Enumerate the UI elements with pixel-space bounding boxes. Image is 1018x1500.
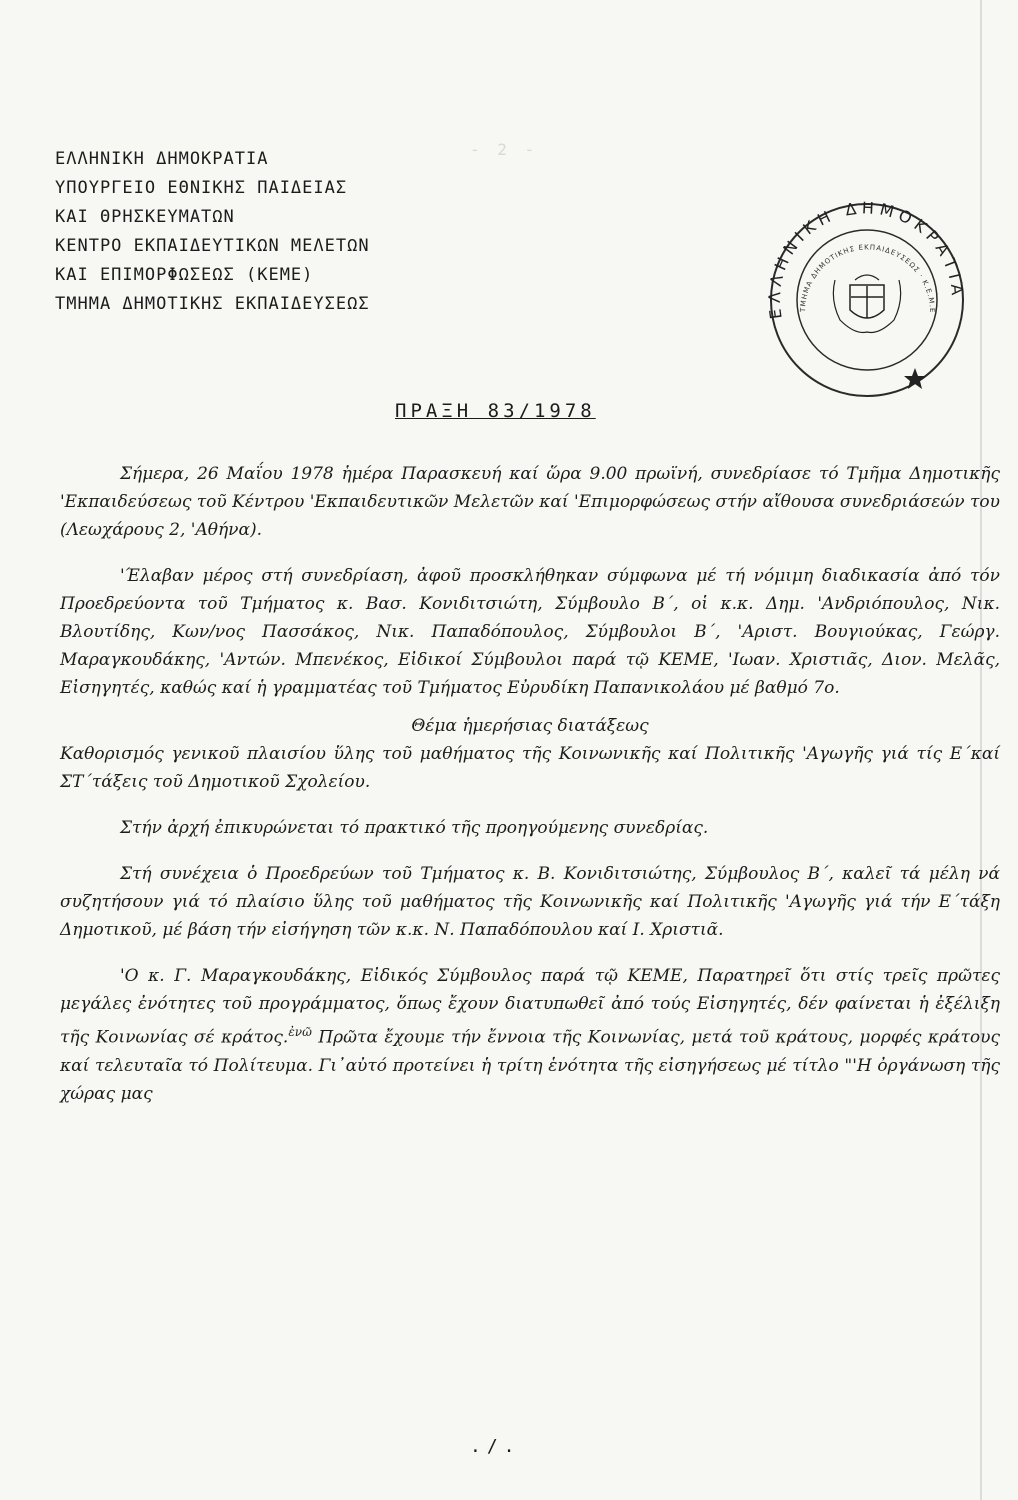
header-line: ΕΛΛΗΝΙΚΗ ΔΗΜΟΚΡΑΤΙΑ [55, 149, 269, 169]
letterhead [55, 145, 370, 319]
document-body [60, 460, 1000, 1108]
document-title [395, 400, 596, 422]
stamp-inner-text: ΤΜΗΜΑ ΔΗΜΟΤΙΚΗΣ ΕΚΠΑΙΔΕΥΣΕΩΣ · Κ.Ε.Μ.Ε [798, 243, 937, 314]
header-line: ΚΕΝΤΡΟ ΕΚΠΑΙΔΕΥΤΙΚΩΝ ΜΕΛΕΤΩΝ [55, 236, 370, 256]
attendees-paragraph: 'Έλαβαν μέρος στή συνεδρίαση, ἀφοῦ προσκλήθηκαν σύμφωνα μέ τή νόμιμη διαδικασία ἀπό τόν Προεδρεύοντα τοῦ Τμήματος κ. Βασ. Κονιδιτσιώτη, Σύμβουλο Β΄, οἱ κ.κ. Δημ. 'Ανδριόπουλος, Νικ. Βλουτίδης, Κων/νος Πασσάκος, Νικ. Παπαδόπουλος, Σύμβουλοι Β΄, 'Αριστ. Βουγιούκας, Γεώργ. Μαραγκουδάκης, 'Αντών. Μπενέκος, Εἰδικοί Σύμβουλοι παρά τῷ ΚΕΜΕ, 'Ιωαν. Χριστιᾶς, Διον. Μελᾶς, Εἰσηγητές, καθώς καί ἡ γραμματέας τοῦ Τμήματος Εὐρυδίκη Παπανικολάου μέ βαθμό 7ο. [60, 566, 1000, 698]
star-icon [904, 368, 926, 389]
agenda-heading: Θέμα ἡμερήσιας διατάξεως [411, 716, 649, 736]
header-line: ΚΑΙ ΘΡΗΣΚΕΥΜΑΤΩΝ [55, 207, 235, 227]
coat-of-arms-icon [833, 275, 900, 333]
header-line: ΚΑΙ ΕΠΙΜΟΡΦΩΣΕΩΣ (ΚΕΜΕ) [55, 265, 314, 285]
minutes-approval: Στήν ἀρχή ἐπικυρώνεται τό πρακτικό τῆς προηγούμενης συνεδρίας. [120, 818, 709, 838]
continuation-mark: ./. [470, 1436, 521, 1457]
discussion-paragraph: Στή συνέχεια ὁ Προεδρεύων τοῦ Τμήματος κ. Β. Κονιδιτσιώτης, Σύμβουλος Β΄, καλεῖ τά μέλη νά συζητήσουν γιά τό πλαίσιο ὕλης τοῦ μαθήματος τῆς Κοινωνικῆς καί Πολιτικῆς 'Αγωγῆς γιά τήν Ε΄τάξη Δημοτικοῦ, μέ βάση τήν εἰσήγηση τῶν κ.κ. Ν. Παπαδόπουλου καί Ι. Χριστιᾶ. [60, 864, 1000, 940]
remarks-text-end: Πρῶτα ἔχουμε τήν ἔννοια τῆς Κοινωνίας, μετά τοῦ κράτους, μορφές κράτους καί τελευταῖα τό Πολίτευμα. Γι᾽αὐτό προτείνει ἡ τρίτη ἑνότητα τῆς εἰσηγήσεως μέ τίτλο "'Η ὀργάνωση τῆς χώρας μας [60, 1027, 1000, 1104]
official-stamp [760, 200, 975, 400]
stamp-outer-text: ΕΛΛΗΝΙΚΗ ΔΗΜΟΚΡΑΤΙΑ [764, 200, 968, 321]
remarks-text-start: 'Ο κ. Γ. Μαραγκουδάκης, Εἰδικός Σύμβουλος παρά τῷ ΚΕΜΕ, Παρατηρεῖ ὅτι στίς τρεῖς πρῶτες μεγάλες ἐνότητες τοῦ προγράμματος, ὅπως ἔχουν διατυπωθεῖ ἀπό τούς Εἰσηγητές, δέν φαίνεται ἡ ἐξέλιξη τῆς Κοινωνίας σέ κράτος. [60, 966, 1000, 1048]
remarks-paragraph [60, 962, 1000, 1108]
title-text: ΠΡΑΞΗ 83/1978 [395, 400, 596, 422]
handwritten-insertion: ἐνῶ [288, 1025, 312, 1039]
opening-paragraph: Σήμερα, 26 Μαΐου 1978 ἡμέρα Παρασκευή καί ὥρα 9.00 πρωϊνή, συνεδρίασε τό Τμῆμα Δημοτικῆς 'Εκπαιδεύσεως τοῦ Κέντρου 'Εκπαιδευτικῶν Μελετῶν καί 'Επιμορφώσεως στήν αἴθουσα συνεδριάσεών του (Λεωχάρους 2, 'Αθήνα). [60, 464, 1000, 540]
bleed-through: - 2 - [470, 140, 539, 159]
header-line: ΥΠΟΥΡΓΕΙΟ ΕΘΝΙΚΗΣ ΠΑΙΔΕΙΑΣ [55, 178, 348, 198]
agenda-paragraph: Καθορισμός γενικοῦ πλαισίου ὕλης τοῦ μαθήματος τῆς Κοινωνικῆς καί Πολιτικῆς 'Αγωγῆς γιά τίς Ε΄καί ΣΤ΄τάξεις τοῦ Δημοτικοῦ Σχολείου. [60, 744, 1000, 792]
header-line: ΤΜΗΜΑ ΔΗΜΟΤΙΚΗΣ ΕΚΠΑΙΔΕΥΣΕΩΣ [55, 294, 370, 314]
